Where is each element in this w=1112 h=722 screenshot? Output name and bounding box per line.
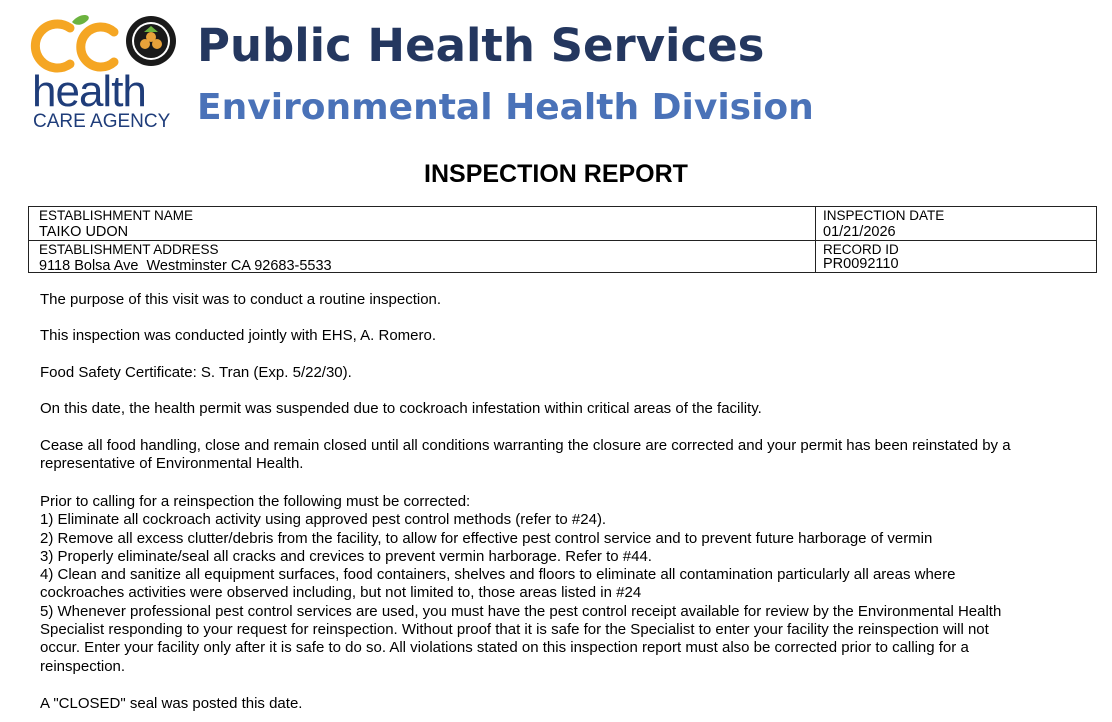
- inspection-date-value: 01/21/2026: [823, 224, 896, 240]
- list-item: 5) Whenever professional pest control services are used, you must have the pest control receipt available for review by the Environmental Health: [40, 602, 1002, 620]
- county-seal-icon: [126, 16, 176, 66]
- correction-list-intro: Prior to calling for a reinspection the following must be corrected:: [40, 493, 471, 510]
- establishment-address-value: 9118 Bolsa Ave Westminster CA 92683-5533: [39, 258, 332, 274]
- list-item-continuation: reinspection.: [40, 657, 126, 675]
- certificate-paragraph: [40, 364, 1090, 382]
- list-item-continuation: cockroaches activities were observed including, but not limited to, those areas listed in #24: [40, 584, 642, 602]
- list-item: 1) Eliminate all cockroach activity using approved pest control methods (refer to #24).: [40, 511, 607, 529]
- list-item: 4) Clean and sanitize all equipment surfaces, food containers, shelves and floors to eliminate all contamination particularly all areas where: [40, 566, 956, 584]
- suspension-paragraph: [40, 400, 1090, 418]
- report-title: INSPECTION REPORT: [424, 160, 688, 188]
- certificate-text: Food Safety Certificate: S. Tran (Exp. 5/22/30).: [40, 364, 352, 381]
- table-row-divider: [29, 240, 1096, 241]
- cease-line-1: Cease all food handling, close and remain closed until all conditions warranting the closure are corrected and your permit has been reinstated by a: [40, 437, 1011, 454]
- establishment-name-label: ESTABLISHMENT NAME: [39, 208, 194, 223]
- joint-inspection-text: This inspection was conducted jointly with EHS, A. Romero.: [40, 327, 437, 344]
- list-item-continuation: occur. Enter your facility only after it is safe to do so. All violations stated on this inspection report must also be corrected prior to calling for a: [40, 639, 969, 657]
- cease-line-2: representative of Environmental Health.: [40, 455, 304, 473]
- page-subtitle: Environmental Health Division: [197, 87, 814, 128]
- correction-list: [40, 493, 1090, 676]
- logo-health-text: health: [32, 67, 146, 116]
- cease-paragraph: [40, 437, 1090, 474]
- table-column-divider: [815, 207, 816, 272]
- suspension-text: On this date, the health permit was suspended due to cockroach infestation within critical areas of the facility.: [40, 400, 762, 417]
- joint-inspection-paragraph: [40, 327, 1090, 345]
- oc-logo-mark-icon: [30, 14, 180, 74]
- page-title: Public Health Services: [197, 19, 765, 72]
- record-id-label: RECORD ID: [823, 242, 899, 257]
- list-item-continuation: Specialist responding to your request for reinspection. Without proof that it is safe for the Specialist to enter your facility the reinspection will not: [40, 621, 989, 639]
- list-item: 3) Properly eliminate/seal all cracks and crevices to prevent vermin harborage. Refer to #44.: [40, 547, 652, 565]
- list-item: 2) Remove all excess clutter/debris from the facility, to allow for effective pest control service and to prevent future harborage of vermin: [40, 529, 933, 547]
- logo-agency-text: CARE AGENCY: [33, 111, 171, 132]
- oc-health-care-agency-logo: [30, 14, 180, 136]
- record-id-value: PR0092110: [823, 256, 899, 272]
- purpose-text: The purpose of this visit was to conduct a routine inspection.: [40, 291, 442, 308]
- establishment-address-label: ESTABLISHMENT ADDRESS: [39, 242, 219, 257]
- inspection-date-label: INSPECTION DATE: [823, 208, 945, 223]
- establishment-name-value: TAIKO UDON: [39, 224, 129, 240]
- closed-seal-paragraph: [40, 695, 1090, 713]
- purpose-paragraph: [40, 291, 1090, 309]
- establishment-info-table: [28, 206, 1097, 273]
- closed-seal-text: A "CLOSED" seal was posted this date.: [40, 695, 303, 712]
